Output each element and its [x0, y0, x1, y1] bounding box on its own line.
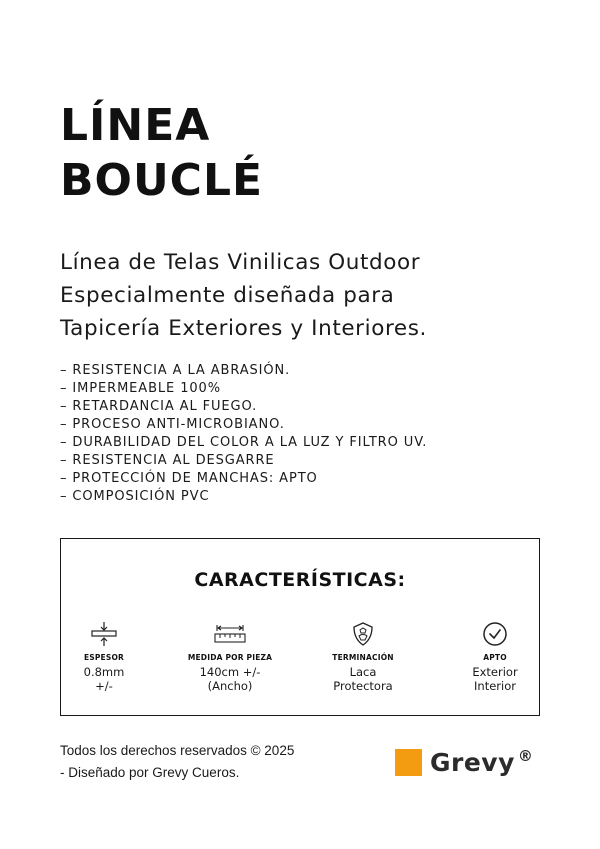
title-line-1: LÍNEA: [60, 100, 211, 151]
footer-line-2: - Diseñado por Grevy Cueros.: [60, 765, 240, 780]
spec-value: [49, 665, 159, 693]
subtitle: [60, 246, 427, 345]
spec-value-line-2: (Ancho): [207, 679, 253, 693]
footer-credits: [60, 740, 294, 784]
spec-value-line-1: 0.8mm: [83, 665, 125, 679]
brand-name: Grevy: [430, 747, 515, 777]
spec-value: [175, 665, 285, 693]
brand-square-icon: [395, 749, 422, 776]
feature-item: – RETARDANCIA AL FUEGO.: [60, 399, 258, 414]
spec-value: [308, 665, 418, 693]
ruler-icon: [213, 621, 247, 647]
title-line-2: BOUCLÉ: [60, 155, 264, 206]
feature-item: – RESISTENCIA A LA ABRASIÓN.: [60, 363, 291, 378]
spec-label: APTO: [483, 653, 507, 662]
feature-item: – PROTECCIÓN DE MANCHAS: APTO: [60, 471, 318, 486]
characteristics-card: [60, 538, 540, 716]
subtitle-line-3: Tapicería Exteriores y Interiores.: [60, 316, 427, 341]
spec-espesor: [49, 621, 159, 693]
spec-value-line-2: Protectora: [333, 679, 393, 693]
spec-apto: [440, 621, 550, 693]
spec-value: [440, 665, 550, 693]
spec-medida: [175, 621, 285, 693]
spec-value-line-1: Exterior: [472, 665, 518, 679]
spec-label: ESPESOR: [83, 653, 125, 662]
feature-item: – IMPERMEABLE 100%: [60, 381, 221, 396]
spec-value-line-1: Laca: [349, 665, 377, 679]
feature-item: – COMPOSICIÓN PVC: [60, 489, 210, 504]
spec-terminacion: [308, 621, 418, 693]
feature-item: – RESISTENCIA AL DESGARRE: [60, 453, 275, 468]
page-title: [60, 98, 263, 208]
brand-logo: [395, 745, 533, 779]
spec-value-line-2: Interior: [474, 679, 516, 693]
check-circle-icon: [482, 621, 508, 647]
registered-mark: ®: [517, 747, 533, 765]
spec-label: MEDIDA POR PIEZA: [187, 653, 273, 662]
subtitle-line-1: Línea de Telas Vinilicas Outdoor: [60, 250, 421, 275]
characteristics-title: CARACTERÍSTICAS:: [194, 569, 406, 591]
feature-item: – DURABILIDAD DEL COLOR A LA LUZ Y FILTRO UV.: [60, 435, 428, 450]
shield-icon: [350, 621, 376, 647]
feature-item: – PROCESO ANTI-MICROBIANO.: [60, 417, 285, 432]
spec-label: TERMINACIÓN: [332, 653, 394, 662]
spec-value-line-1: 140cm +/-: [199, 665, 261, 679]
footer-line-1: Todos los derechos reservados © 2025: [60, 743, 295, 758]
features-list: [60, 362, 427, 506]
thickness-icon: [89, 621, 119, 647]
spec-value-line-2: +/-: [95, 679, 113, 693]
subtitle-line-2: Especialmente diseñada para: [60, 283, 395, 308]
